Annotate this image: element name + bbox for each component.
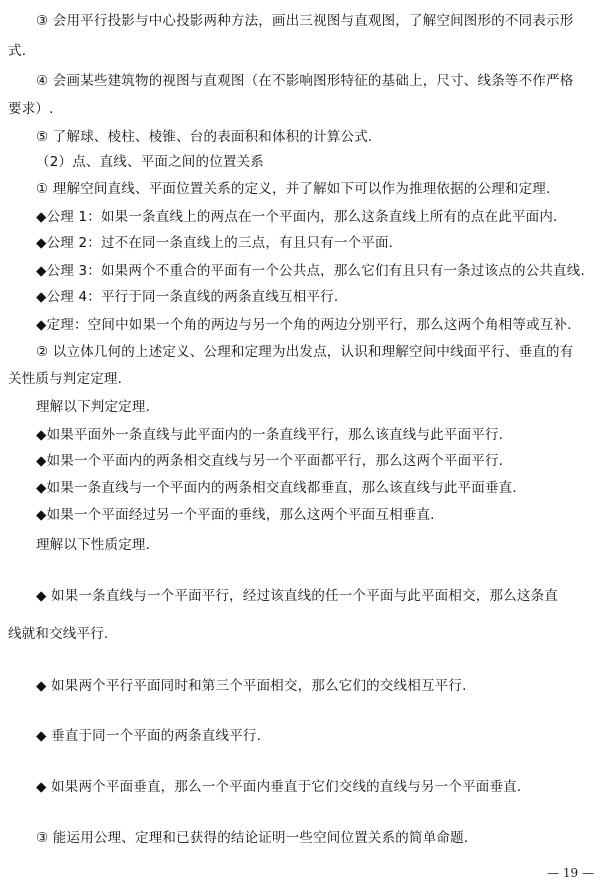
paragraph-2-line-2: 关性质与判定定理.	[8, 371, 123, 387]
paragraph-4-line-1: ④ 会画某些建筑物的视图与直观图（在不影响图形特征的基础上，尺寸、线条等不作严格	[36, 73, 574, 89]
paragraph-5: ⑤ 了解球、棱柱、棱锥、台的表面积和体积的计算公式.	[36, 129, 373, 145]
paragraph-3-line-1: ③ 会用平行投影与中心投影两种方法，画出三视图与直观图，了解空间图形的不同表示形	[36, 13, 574, 29]
judgment-theorem-2: ◆如果一个平面内的两条相交直线与另一个平面都平行，那么这两个平面平行.	[36, 453, 504, 469]
judgment-theorem-1: ◆如果平面外一条直线与此平面内的一条直线平行，那么该直线与此平面平行.	[36, 427, 504, 443]
axiom-1: ◆公理 1：如果一条直线上的两点在一个平面内，那么这条直线上所有的点在此平面内.	[36, 209, 558, 225]
paragraph-3-prove: ③ 能运用公理、定理和已获得的结论证明一些空间位置关系的简单命题.	[36, 830, 469, 846]
axiom-2: ◆公理 2：过不在同一条直线上的三点，有且只有一个平面.	[36, 235, 394, 251]
axiom-3: ◆公理 3：如果两个不重合的平面有一个公共点，那么它们有且只有一条过该点的公共直线.	[36, 263, 585, 279]
page-number: — 19 —	[547, 866, 594, 880]
paragraph-4-line-2: 要求）.	[8, 101, 54, 117]
paragraph-1-understand: ① 理解空间直线、平面位置关系的定义，并了解如下可以作为推理依据的公理和定理.	[36, 181, 551, 197]
property-theorem-3: ◆ 垂直于同一个平面的两条直线平行.	[36, 728, 262, 744]
property-theorem-1-line-1: ◆ 如果一条直线与一个平面平行，经过该直线的任一个平面与此平面相交，那么这条直	[36, 588, 558, 604]
paragraph-2-line-1: ② 以立体几何的上述定义、公理和定理为出发点，认识和理解空间中线面平行、垂直的有	[36, 344, 574, 360]
property-theorem-1-line-2: 线就和交线平行.	[8, 626, 109, 642]
judgment-theorem-3: ◆如果一条直线与一个平面内的两条相交直线都垂直，那么该直线与此平面垂直.	[36, 480, 517, 496]
theorem: ◆定理：空间中如果一个角的两边与另一个角的两边分别平行，那么这两个角相等或互补.	[36, 317, 572, 333]
property-heading: 理解以下性质定理.	[36, 537, 151, 553]
paragraph-3-line-2: 式.	[8, 43, 27, 59]
property-theorem-4: ◆ 如果两个平面垂直，那么一个平面内垂直于它们交线的直线与另一个平面垂直.	[36, 779, 522, 795]
property-theorem-2: ◆ 如果两个平行平面同时和第三个平面相交，那么它们的交线相互平行.	[36, 678, 467, 694]
section-heading: （2）点、直线、平面之间的位置关系	[36, 154, 264, 170]
axiom-4: ◆公理 4：平行于同一条直线的两条直线互相平行.	[36, 289, 339, 305]
judgment-theorem-4: ◆如果一个平面经过另一个平面的垂线，那么这两个平面互相垂直.	[36, 507, 435, 523]
judgment-heading: 理解以下判定定理.	[36, 399, 151, 415]
